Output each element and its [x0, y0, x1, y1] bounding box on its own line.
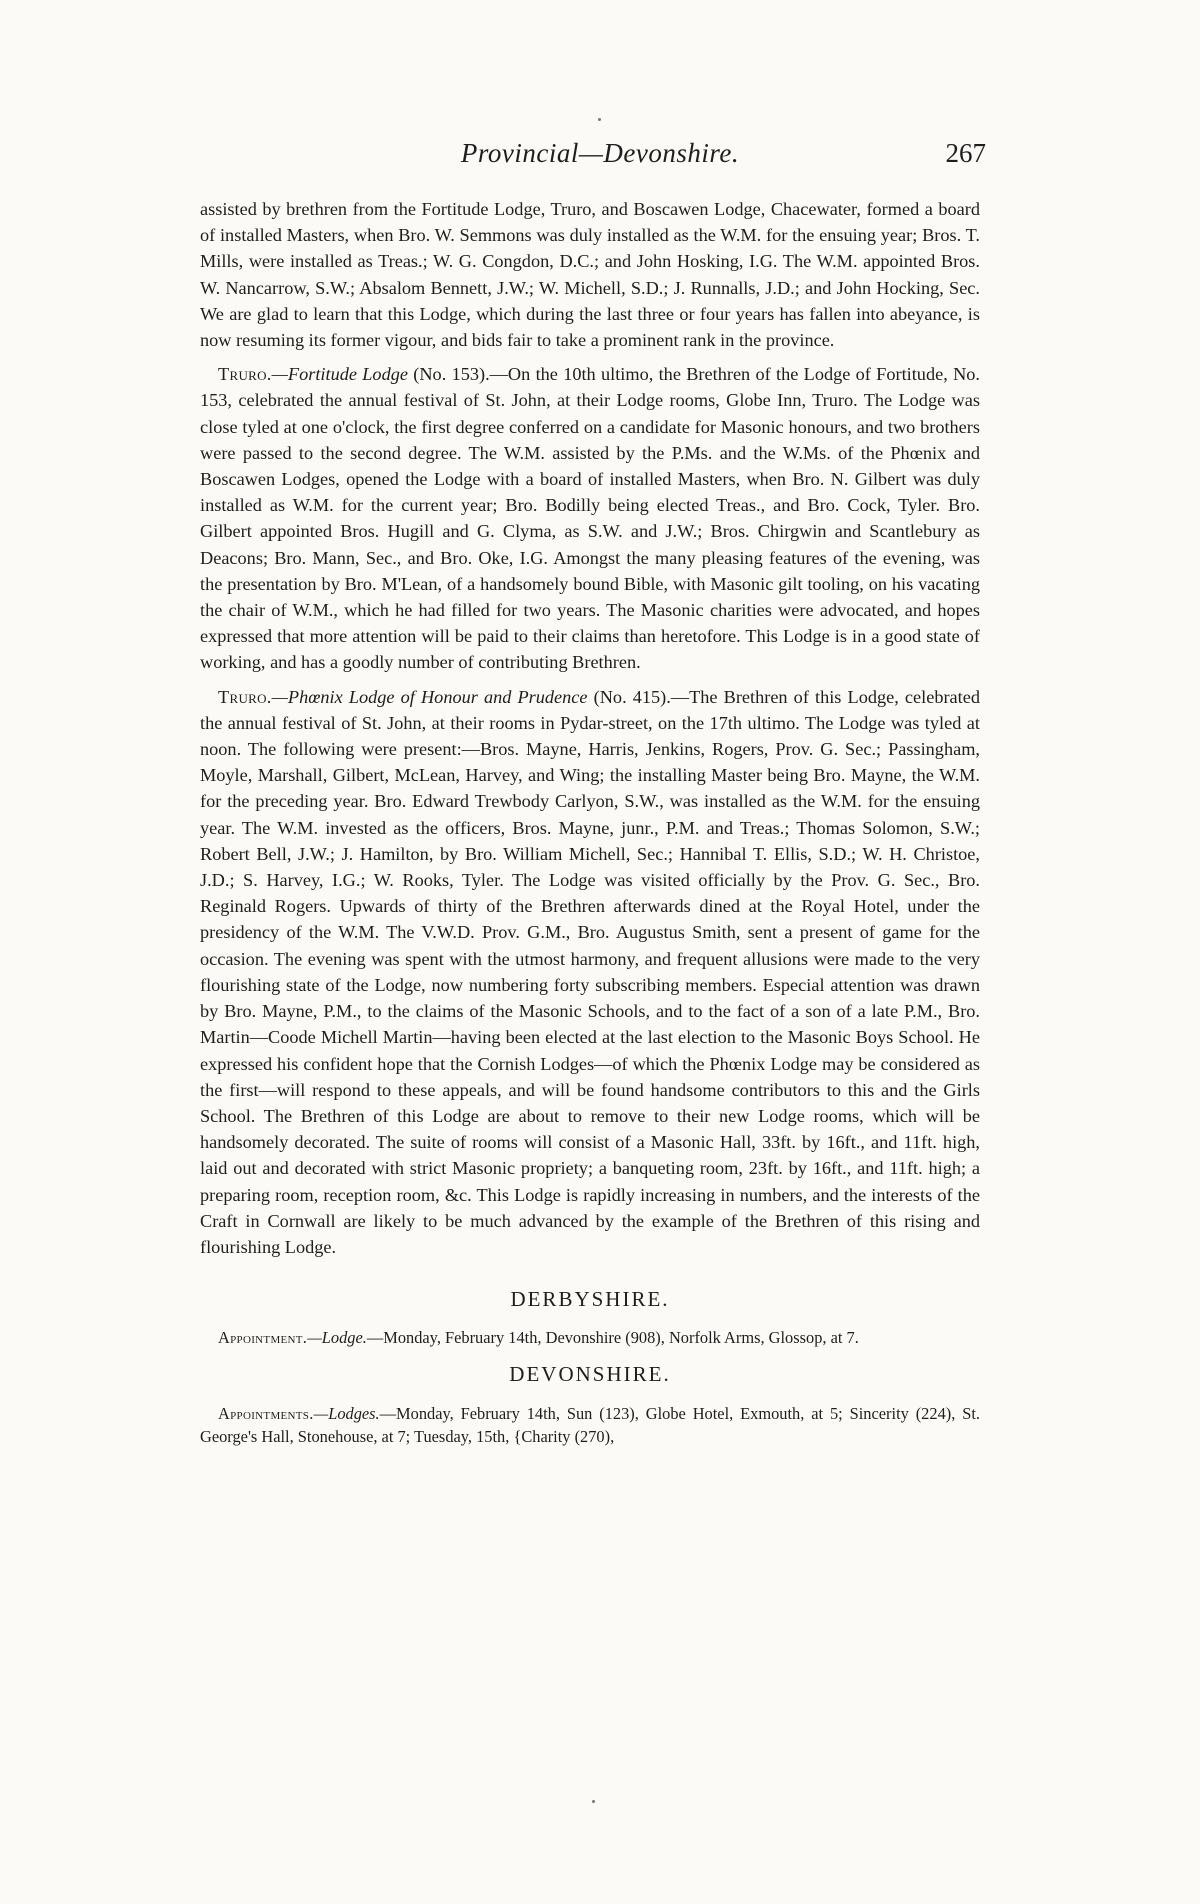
place-name: Truro. [218, 686, 272, 707]
running-title: Provincial—Devonshire. [460, 138, 740, 168]
section-heading-devonshire: DEVONSHIRE. [509, 1362, 671, 1387]
page-number: 267 [945, 138, 986, 168]
appointment-derbyshire [200, 1326, 980, 1349]
appointment-label: Appointment. [218, 1328, 308, 1348]
text-column [200, 196, 980, 1448]
appointment-label: Appointments. [218, 1403, 314, 1423]
print-speck [592, 1800, 595, 1803]
section-heading-derbyshire: DERBYSHIRE. [510, 1287, 670, 1312]
paragraph-fortitude-lodge [200, 361, 980, 675]
paragraph-text: (No. 415).—The Brethren of this Lodge, celebrated the annual festival of St. John, at their rooms in Pydar-street, on the 17th ultimo. The Lodge was tyled at noon. The following were present:—Bros. Mayne, Harris, Jenkins, Rogers, Prov. G. Sec.; Passingham, Moyle, Marshall, Gilbert, McLean, Harvey, and Wing; the installing Master being Bro. Mayne, the W.M. for the preceding year. Bro. Edward Trewbody Carlyon, S.W., was installed as the W.M. for the ensuing year. The W.M. invested as the officers, Bros. Mayne, junr., P.M. and Treas.; Thomas Solomon, S.W.; Robert Bell, J.W.; J. Hamilton, by Bro. William Michell, Sec.; Hannibal T. Ellis, S.D.; W. H. Christoe, J.D.; S. Harvey, I.G.; W. Rooks, Tyler. The Lodge was visited officially by the Prov. G. Sec., Bro. Reginald Rogers. Upwards of thirty of the Brethren afterwards dined at the Royal Hotel, under the presidency of the W.M. The V.W.D. Prov. G.M., Bro. Augustus Smith, sent a present of game for the occasion. The evening was spent with the utmost harmony, and frequent allusions were made to the very flourishing state of the Lodge, now numbering forty subscribing members. Especial attention was drawn by Bro. Mayne, P.M., to the claims of the Masonic Schools, and to the fact of a son of a late P.M., Bro. Martin—Coode Michell Martin—having been elected at the last election to the Masonic Boys School. He expressed his confident hope that the Cornish Lodges—of which the Phœnix Lodge may be considered as the first—will respond to these appeals, and will be found handsome contributors to this and the Girls School. The Brethren of this Lodge are about to remove to their new Lodge rooms, which will be handsomely decorated. The suite of rooms will consist of a Masonic Hall, 33ft. by 16ft., and 11ft. high, laid out and decorated with strict Masonic propriety; a banqueting room, 23ft. by 16ft., and 11ft. high; a preparing room, reception room, &c. This Lodge is rapidly increasing in numbers, and the interests of the Craft in Cornwall are likely to be much advanced by the example of the Brethren of this rising and flourishing Lodge. [200, 686, 980, 1257]
appointment-devonshire [200, 1402, 980, 1448]
print-speck [598, 118, 601, 121]
running-head [0, 138, 1200, 178]
paragraph-phoenix-lodge [200, 684, 980, 1260]
appointment-text: —Monday, February 14th, Devonshire (908), Norfolk Arms, Glossop, at 7. [366, 1328, 859, 1348]
lodge-name: —Phœnix Lodge of Honour and Prudence [271, 686, 588, 707]
place-name: Truro. [218, 364, 272, 385]
paragraph-boscawen-continued: assisted by brethren from the Fortitude Lodge, Truro, and Boscawen Lodge, Chacewater, formed a board of installed Masters, when Bro. W. Semmons was duly installed as the W.M. for the ensuing year; Bros. T. Mills, were installed as Treas.; W. G. Congdon, D.C.; and John Hosking, I.G. The W.M. appointed Bros. W. Nancarrow, S.W.; Absalom Bennett, J.W.; W. Michell, S.D.; J. Runnalls, J.D.; and John Hocking, Sec. We are glad to learn that this Lodge, which during the last three or four years has fallen into abeyance, is now resuming its former vigour, and bids fair to take a prominent rank in the province. [200, 199, 980, 351]
lodge-name: —Fortitude Lodge [271, 364, 408, 385]
paragraph-text: (No. 153).—On the 10th ultimo, the Brethren of the Lodge of Fortitude, No. 153, celebrated the annual festival of St. John, at their Lodge rooms, Globe Inn, Truro. The Lodge was close tyled at one o'clock, the first degree conferred on a candidate for Masonic honours, and two brothers were passed to the second degree. The W.M. assisted by the P.Ms. and the W.Ms. of the Phœnix and Boscawen Lodges, opened the Lodge with a board of installed Masters, when Bro. N. Gilbert was duly installed as W.M. for the current year; Bro. Bodilly being elected Treas., and Bro. Cock, Tyler. Bro. Gilbert appointed Bros. Hugill and G. Clyma, as S.W. and J.W.; Bros. Chirgwin and Scantlebury as Deacons; Bro. Mann, Sec., and Bro. Oke, I.G. Amongst the many pleasing features of the evening, was the presentation by Bro. M'Lean, of a handsomely bound Bible, with Masonic gilt tooling, on his vacating the chair of W.M., which he had filled for two years. The Masonic charities were advocated, and hopes expressed that more attention will be paid to their claims than heretofore. This Lodge is in a good state of working, and has a goodly number of contributing Brethren. [200, 364, 980, 673]
appointment-lodge: —Lodges. [313, 1403, 380, 1423]
appointment-lodge: —Lodge. [307, 1328, 367, 1348]
appointment-text: —Monday, February 14th, Sun (123), Globe Hotel, Exmouth, at 5; Sincerity (224), St. George's Hall, Stonehouse, at 7; Tuesday, 15th, {Charity (270), [200, 1403, 980, 1446]
